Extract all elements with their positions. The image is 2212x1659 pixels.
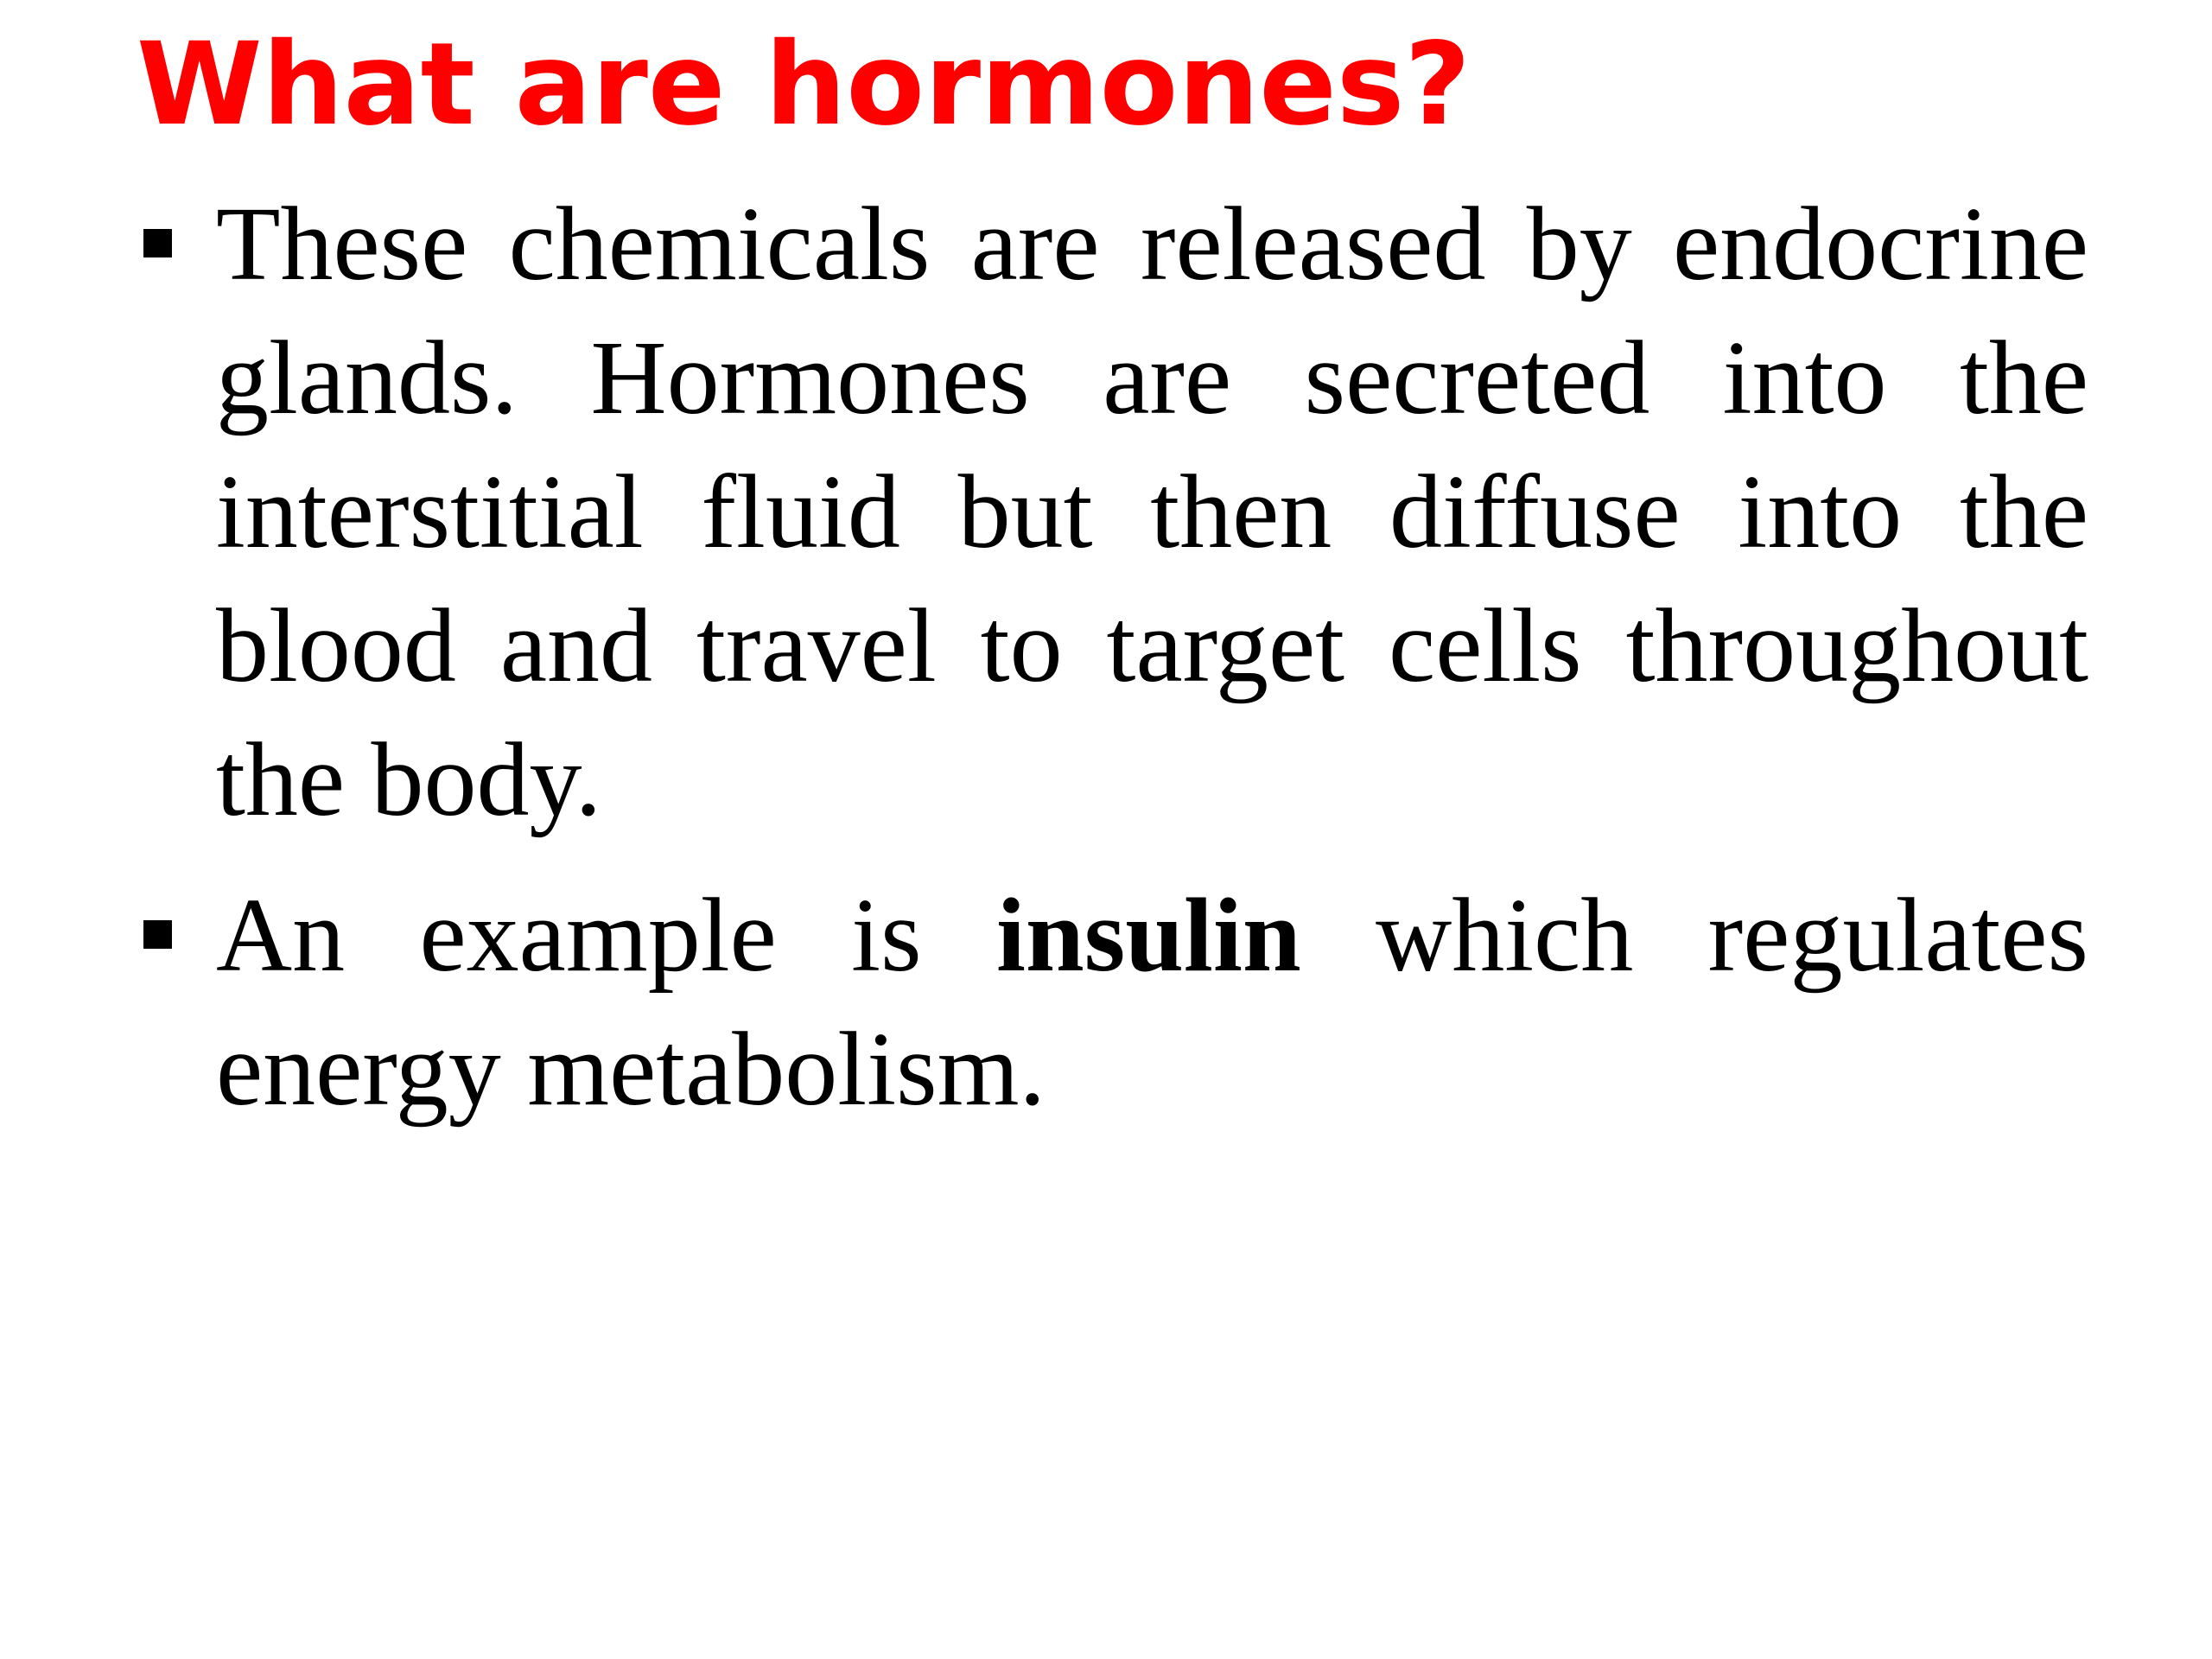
square-bullet-icon [143, 920, 172, 949]
square-bullet-icon [143, 229, 172, 257]
bullet-list [216, 177, 2088, 1158]
bullet-item-hormone-release [216, 177, 2088, 847]
bullet-text: These chemicals are released by endocrine glands. Hormones are secreted into the interstitial fluid but then diffuse into the blood and travel to target cells throughout the body. [216, 186, 2088, 838]
bullet-text [216, 877, 2088, 1128]
slide-title: What are hormones? [137, 18, 1471, 151]
insulin-emphasis: insulin [995, 877, 1301, 994]
bullet-text-before: An example is [216, 877, 922, 994]
bullet-text-after: which regulates energy metabolism. [216, 877, 2089, 1128]
bullet-item-insulin-example [216, 868, 2088, 1136]
